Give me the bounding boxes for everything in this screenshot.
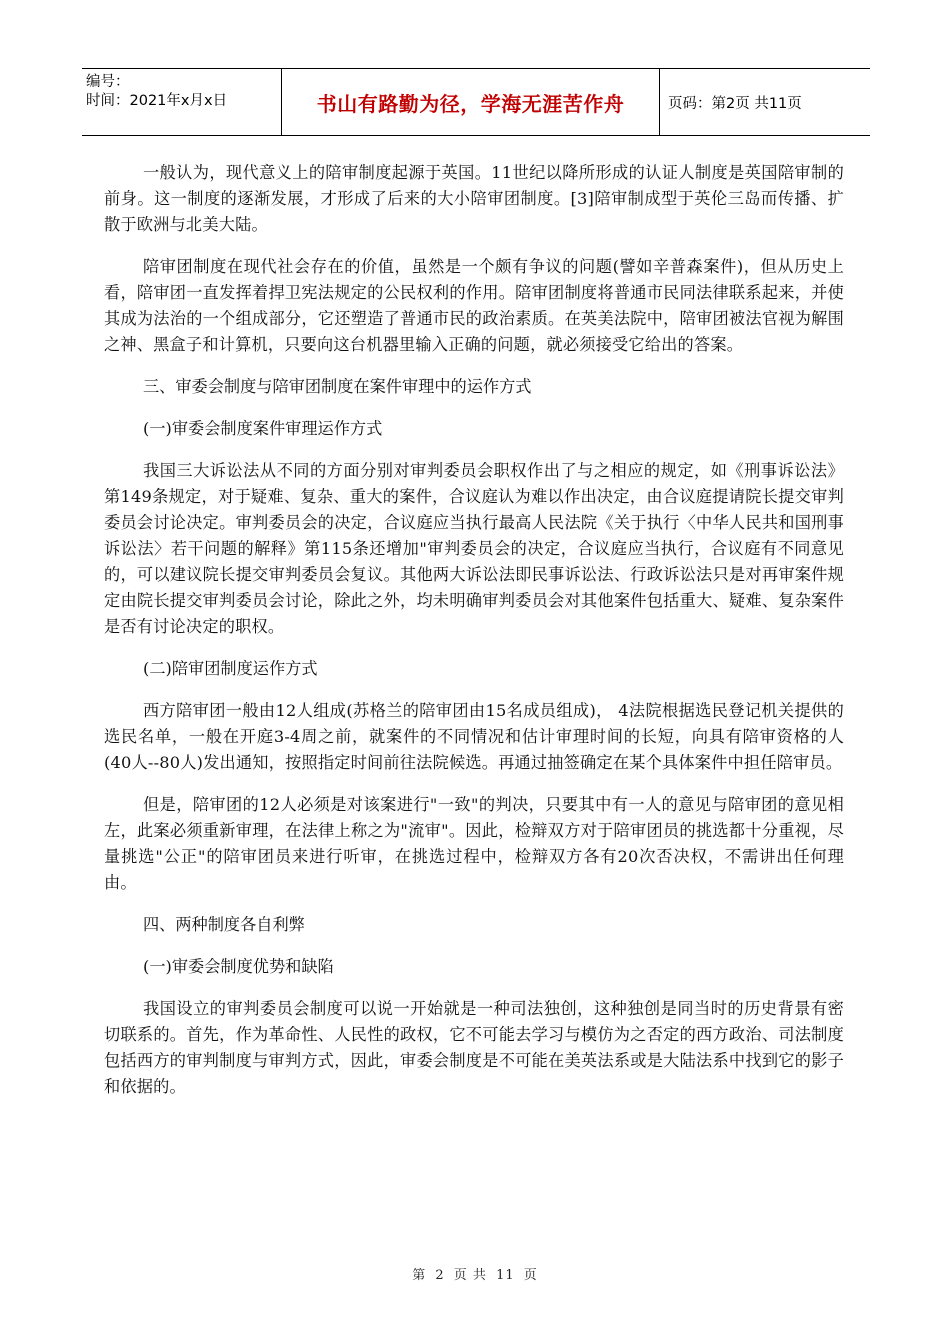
- subsection-heading: (一)审委会制度优势和缺陷: [143, 957, 334, 976]
- header-page-number: 页码：第2页 共11页: [668, 95, 802, 112]
- footer-total-pages: 11: [496, 1268, 515, 1283]
- paragraph: 西方陪审团一般由12人组成(苏格兰的陪审团由15名成员组成)， 4法院根据选民登记机关提供的选民名单，一般在开庭3-4周之前，就案件的不同情况和估计审理时间的长短，向具有陪审资格的人(40人--80人)发出通知，按照指定时间前往法院候选。再通过抽签确定在某个具体案件中担任陪审员。: [104, 701, 844, 772]
- footer-suffix: 页: [523, 1268, 538, 1283]
- paragraph: 我国三大诉讼法从不同的方面分别对审判委员会职权作出了与之相应的规定，如《刑事诉讼法》第149条规定，对于疑难、复杂、重大的案件，合议庭认为难以作出决定，由合议庭提请院长提交审判委员会讨论决定。审判委员会的决定，合议庭应当执行最高人民法院《关于执行〈中华人民共和国刑事诉讼法〉若干问题的解释》第115条还增加"审判委员会的决定，合议庭应当执行，合议庭有不同意见的，可以建议院长提交审判委员会复议。其他两大诉讼法即民事诉讼法、行政诉讼法只是对再审案件规定由院长提交审判委员会讨论，除此之外，均未明确审判委员会对其他案件包括重大、疑难、复杂案件是否有讨论决定的职权。: [104, 461, 844, 636]
- footer-middle: 页 共: [453, 1268, 487, 1283]
- section-heading: 三、审委会制度与陪审团制度在案件审理中的运作方式: [143, 377, 532, 396]
- subsection-heading: (一)审委会制度案件审理运作方式: [143, 419, 383, 438]
- header-meta: [82, 69, 282, 135]
- footer-current-page: 2: [435, 1268, 445, 1283]
- document-time: 时间：2021年x月x日: [86, 93, 228, 109]
- subsection-heading: (二)陪审团制度运作方式: [143, 659, 318, 678]
- paragraph: 我国设立的审判委员会制度可以说一开始就是一种司法独创，这种独创是同当时的历史背景有密切联系的。首先，作为革命性、人民性的政权，它不可能去学习与模仿为之否定的西方政治、司法制度包括西方的审判制度与审判方式，因此，审委会制度是不可能在美英法系或是大陆法系中找到它的影子和依据的。: [104, 999, 844, 1096]
- paragraph: 陪审团制度在现代社会存在的价值，虽然是一个颇有争议的问题(譬如辛普森案件)，但从历史上看，陪审团一直发挥着捍卫宪法规定的公民权利的作用。陪审团制度将普通市民同法律联系起来，并使其成为法治的一个组成部分，它还塑造了普通市民的政治素质。在英美法院中，陪审团被法官视为解围之神、黑盒子和计算机，只要向这台机器里输入正确的问题，就必须接受它给出的答案。: [104, 257, 844, 354]
- section-heading: 四、两种制度各自利弊: [143, 915, 305, 934]
- document-number: 编号：: [86, 74, 130, 90]
- page-header: [82, 68, 870, 136]
- paragraph: 但是，陪审团的12人必须是对该案进行"一致"的判决，只要其中有一人的意见与陪审团的意见相左，此案必须重新审理，在法律上称之为"流审"。因此，检辩双方对于陪审团员的挑选都十分重视，尽量挑选"公正"的陪审团员来进行听审，在挑选过程中，检辩双方各有20次否决权，不需讲出任何理由。: [104, 795, 844, 892]
- header-motto: 书山有路勤为径，学海无涯苦作舟: [282, 69, 660, 135]
- footer-prefix: 第: [412, 1268, 427, 1283]
- page-footer: [0, 1264, 950, 1283]
- document-body: [104, 160, 844, 1116]
- paragraph: 一般认为，现代意义上的陪审制度起源于英国。11世纪以降所形成的认证人制度是英国陪审制的前身。这一制度的逐渐发展，才形成了后来的大小陪审团制度。[3]陪审制成型于英伦三岛而传播、扩散于欧洲与北美大陆。: [104, 163, 844, 234]
